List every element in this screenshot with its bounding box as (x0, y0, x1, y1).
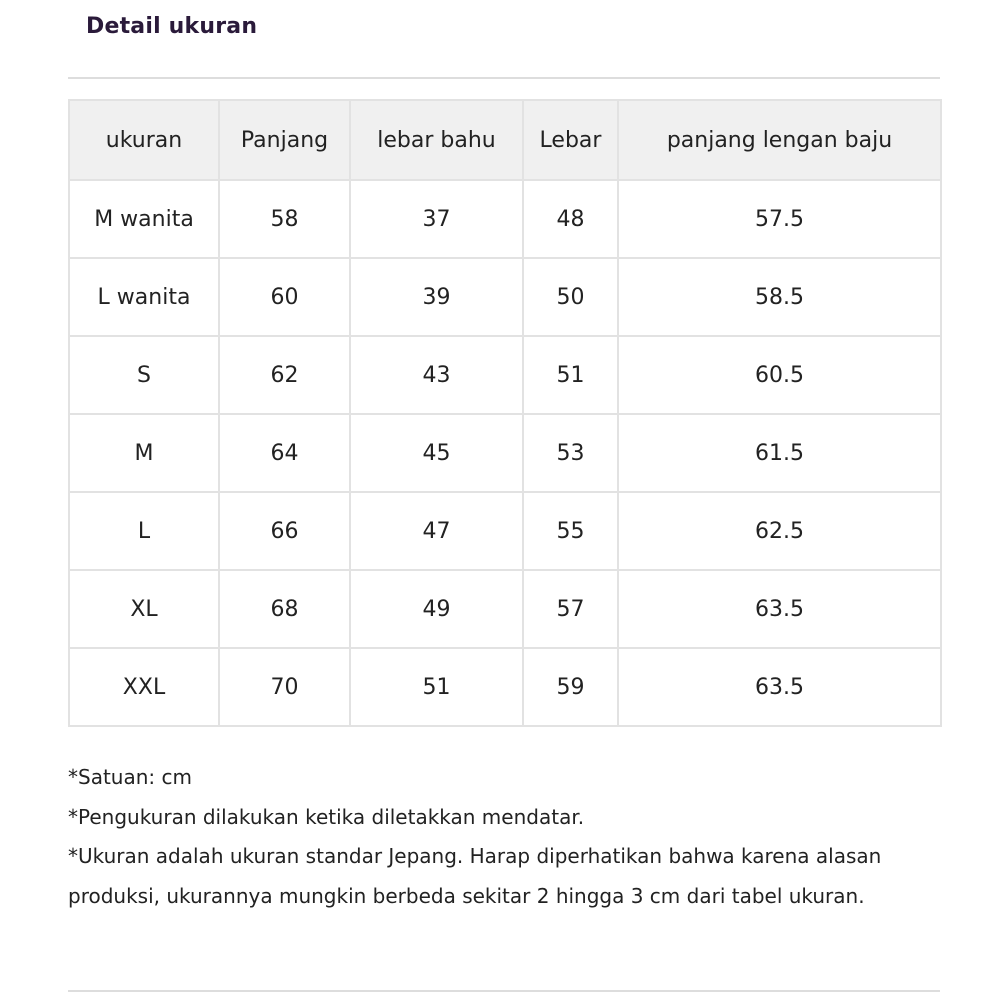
size-table-header (69, 100, 941, 180)
cell-sleeve-length: 58.5 (618, 258, 941, 336)
table-row (69, 648, 941, 726)
cell-length: 64 (219, 414, 350, 492)
cell-size: S (69, 336, 219, 414)
cell-width: 57 (523, 570, 618, 648)
cell-length: 60 (219, 258, 350, 336)
cell-sleeve-length: 61.5 (618, 414, 941, 492)
note-japan-standard: *Ukuran adalah ukuran standar Jepang. Harap diperhatikan bahwa karena alasan produksi, ukurannya mungkin berbeda sekitar 2 hingga 3 cm dari tabel ukuran. (68, 844, 882, 908)
cell-length: 58 (219, 180, 350, 258)
note-unit: *Satuan: cm (68, 765, 192, 789)
cell-size: XXL (69, 648, 219, 726)
header-row (69, 100, 941, 180)
cell-width: 51 (523, 336, 618, 414)
header-cell-sleeve-length: panjang lengan baju (618, 100, 941, 180)
table-row (69, 258, 941, 336)
cell-sleeve-length: 57.5 (618, 180, 941, 258)
cell-size: L wanita (69, 258, 219, 336)
table-row (69, 570, 941, 648)
table-row (69, 336, 941, 414)
size-table (68, 99, 942, 727)
cell-sleeve-length: 62.5 (618, 492, 941, 570)
cell-width: 59 (523, 648, 618, 726)
cell-size: L (69, 492, 219, 570)
cell-sleeve-length: 63.5 (618, 648, 941, 726)
cell-size: M wanita (69, 180, 219, 258)
cell-shoulder-width: 47 (350, 492, 523, 570)
cell-shoulder-width: 39 (350, 258, 523, 336)
note-measurement: *Pengukuran dilakukan ketika diletakkan mendatar. (68, 804, 585, 829)
cell-shoulder-width: 43 (350, 336, 523, 414)
table-row (69, 414, 941, 492)
cell-length: 62 (219, 336, 350, 414)
cell-shoulder-width: 49 (350, 570, 523, 648)
table-row (69, 180, 941, 258)
header-cell-width: Lebar (523, 100, 618, 180)
cell-length: 68 (219, 570, 350, 648)
table-row (69, 492, 941, 570)
cell-length: 66 (219, 492, 350, 570)
cell-width: 48 (523, 180, 618, 258)
cell-length: 70 (219, 648, 350, 726)
header-cell-shoulder-width: lebar bahu (350, 100, 523, 180)
cell-shoulder-width: 45 (350, 414, 523, 492)
cell-width: 55 (523, 492, 618, 570)
cell-shoulder-width: 51 (350, 648, 523, 726)
cell-shoulder-width: 37 (350, 180, 523, 258)
cell-width: 53 (523, 414, 618, 492)
bottom-divider (68, 990, 940, 992)
size-table-body (69, 180, 941, 726)
cell-sleeve-length: 63.5 (618, 570, 941, 648)
page-title: Detail ukuran (86, 14, 258, 39)
cell-size: XL (69, 570, 219, 648)
top-divider (68, 77, 940, 79)
size-notes (68, 758, 948, 916)
cell-sleeve-length: 60.5 (618, 336, 941, 414)
header-cell-size: ukuran (69, 100, 219, 180)
header-cell-length: Panjang (219, 100, 350, 180)
cell-size: M (69, 414, 219, 492)
cell-width: 50 (523, 258, 618, 336)
